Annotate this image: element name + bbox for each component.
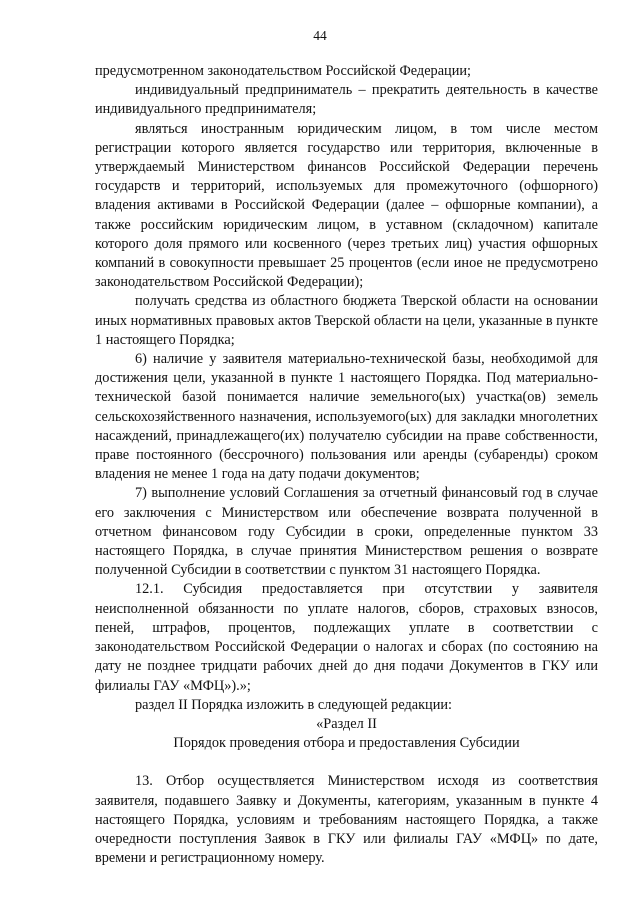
- paragraph-item-6: 6) наличие у заявителя материально-технической базы, необходимой для достижения цели, указанной в пункте 1 настоящего Порядка. Под материально-технической базой понимается наличие земельного(ых) участка(ов) земель сельскохозяйственного назначения, используемого(ых) для закладки многолетних насаждений, принадлежащего(их) получателю субсидии на праве собственности, праве постоянного (бессрочного) пользования или аренды (субаренды) сроком владения не менее 1 года на дату подачи документов;: [95, 351, 598, 483]
- paragraph-item-7: 7) выполнение условий Соглашения за отчетный финансовый год в случае его заключения с Министерством или обеспечение возврата полученной в отчетном финансовом году Субсидии в сроки, определенные пунктом 33 настоящего Порядка, в случае принятия Министерством решения о возврате полученной Субсидии в соответствии с пунктом 31 настоящего Порядка.: [95, 485, 598, 579]
- section-heading: «Раздел II: [316, 715, 377, 732]
- paragraph-regional-budget: получать средства из областного бюджета Тверской области на основании иных нормативных правовых актов Тверской области на цели, указанные в пункте 1 настоящего Порядка;: [95, 293, 598, 348]
- paragraph-12-1: 12.1. Субсидия предоставляется при отсутствии у заявителя неисполненной обязанности по уплате налогов, сборов, страховых взносов, пеней, штрафов, процентов, подлежащих уплате в соответствии с законодательством Российской Федерации о налогах и сборах (по состоянию на дату не позднее тридцати рабочих дней до дня подачи Документов в ГКУ или филиалы ГАУ «МФЦ»).»;: [95, 581, 598, 694]
- paragraph-section-intro: раздел II Порядка изложить в следующей редакции:: [135, 696, 452, 713]
- paragraph-entrepreneur: индивидуальный предприниматель – прекратить деятельность в качестве индивидуального предпринимателя;: [95, 82, 598, 118]
- section-title: Порядок проведения отбора и предоставления Субсидии: [173, 735, 520, 752]
- document-body: [95, 62, 598, 868]
- paragraph-13: 13. Отбор осуществляется Министерством исходя из соответствия заявителя, подавшего Заявку и Документы, категориям, указанным в пункте 4 настоящего Порядка, условиям и требованиям настоящего Порядка, а также очередности поступления Заявок в ГКУ или филиалы ГАУ «МФЦ» по дате, времени и регистрационному номеру.: [95, 773, 598, 867]
- page-number: 44: [313, 28, 327, 43]
- spacer: [95, 753, 598, 772]
- paragraph-offshore: являться иностранным юридическим лицом, в том числе местом регистрации которого является государство или территория, включенные в утверждаемый Министерством финансов Российской Федерации перечень государств и территорий, используемых для промежуточного (офшорного) владения активами в Российской Федерации (далее – офшорные компании), а также российским юридическим лицом, в уставном (складочном) капитале которого доля прямого или косвенного (через третьих лиц) участия офшорных компаний в совокупности превышает 25 процентов (если иное не предусмотрено законодательством Российской Федерации);: [95, 120, 598, 291]
- paragraph-continuation: предусмотренном законодательством Российской Федерации;: [95, 63, 471, 79]
